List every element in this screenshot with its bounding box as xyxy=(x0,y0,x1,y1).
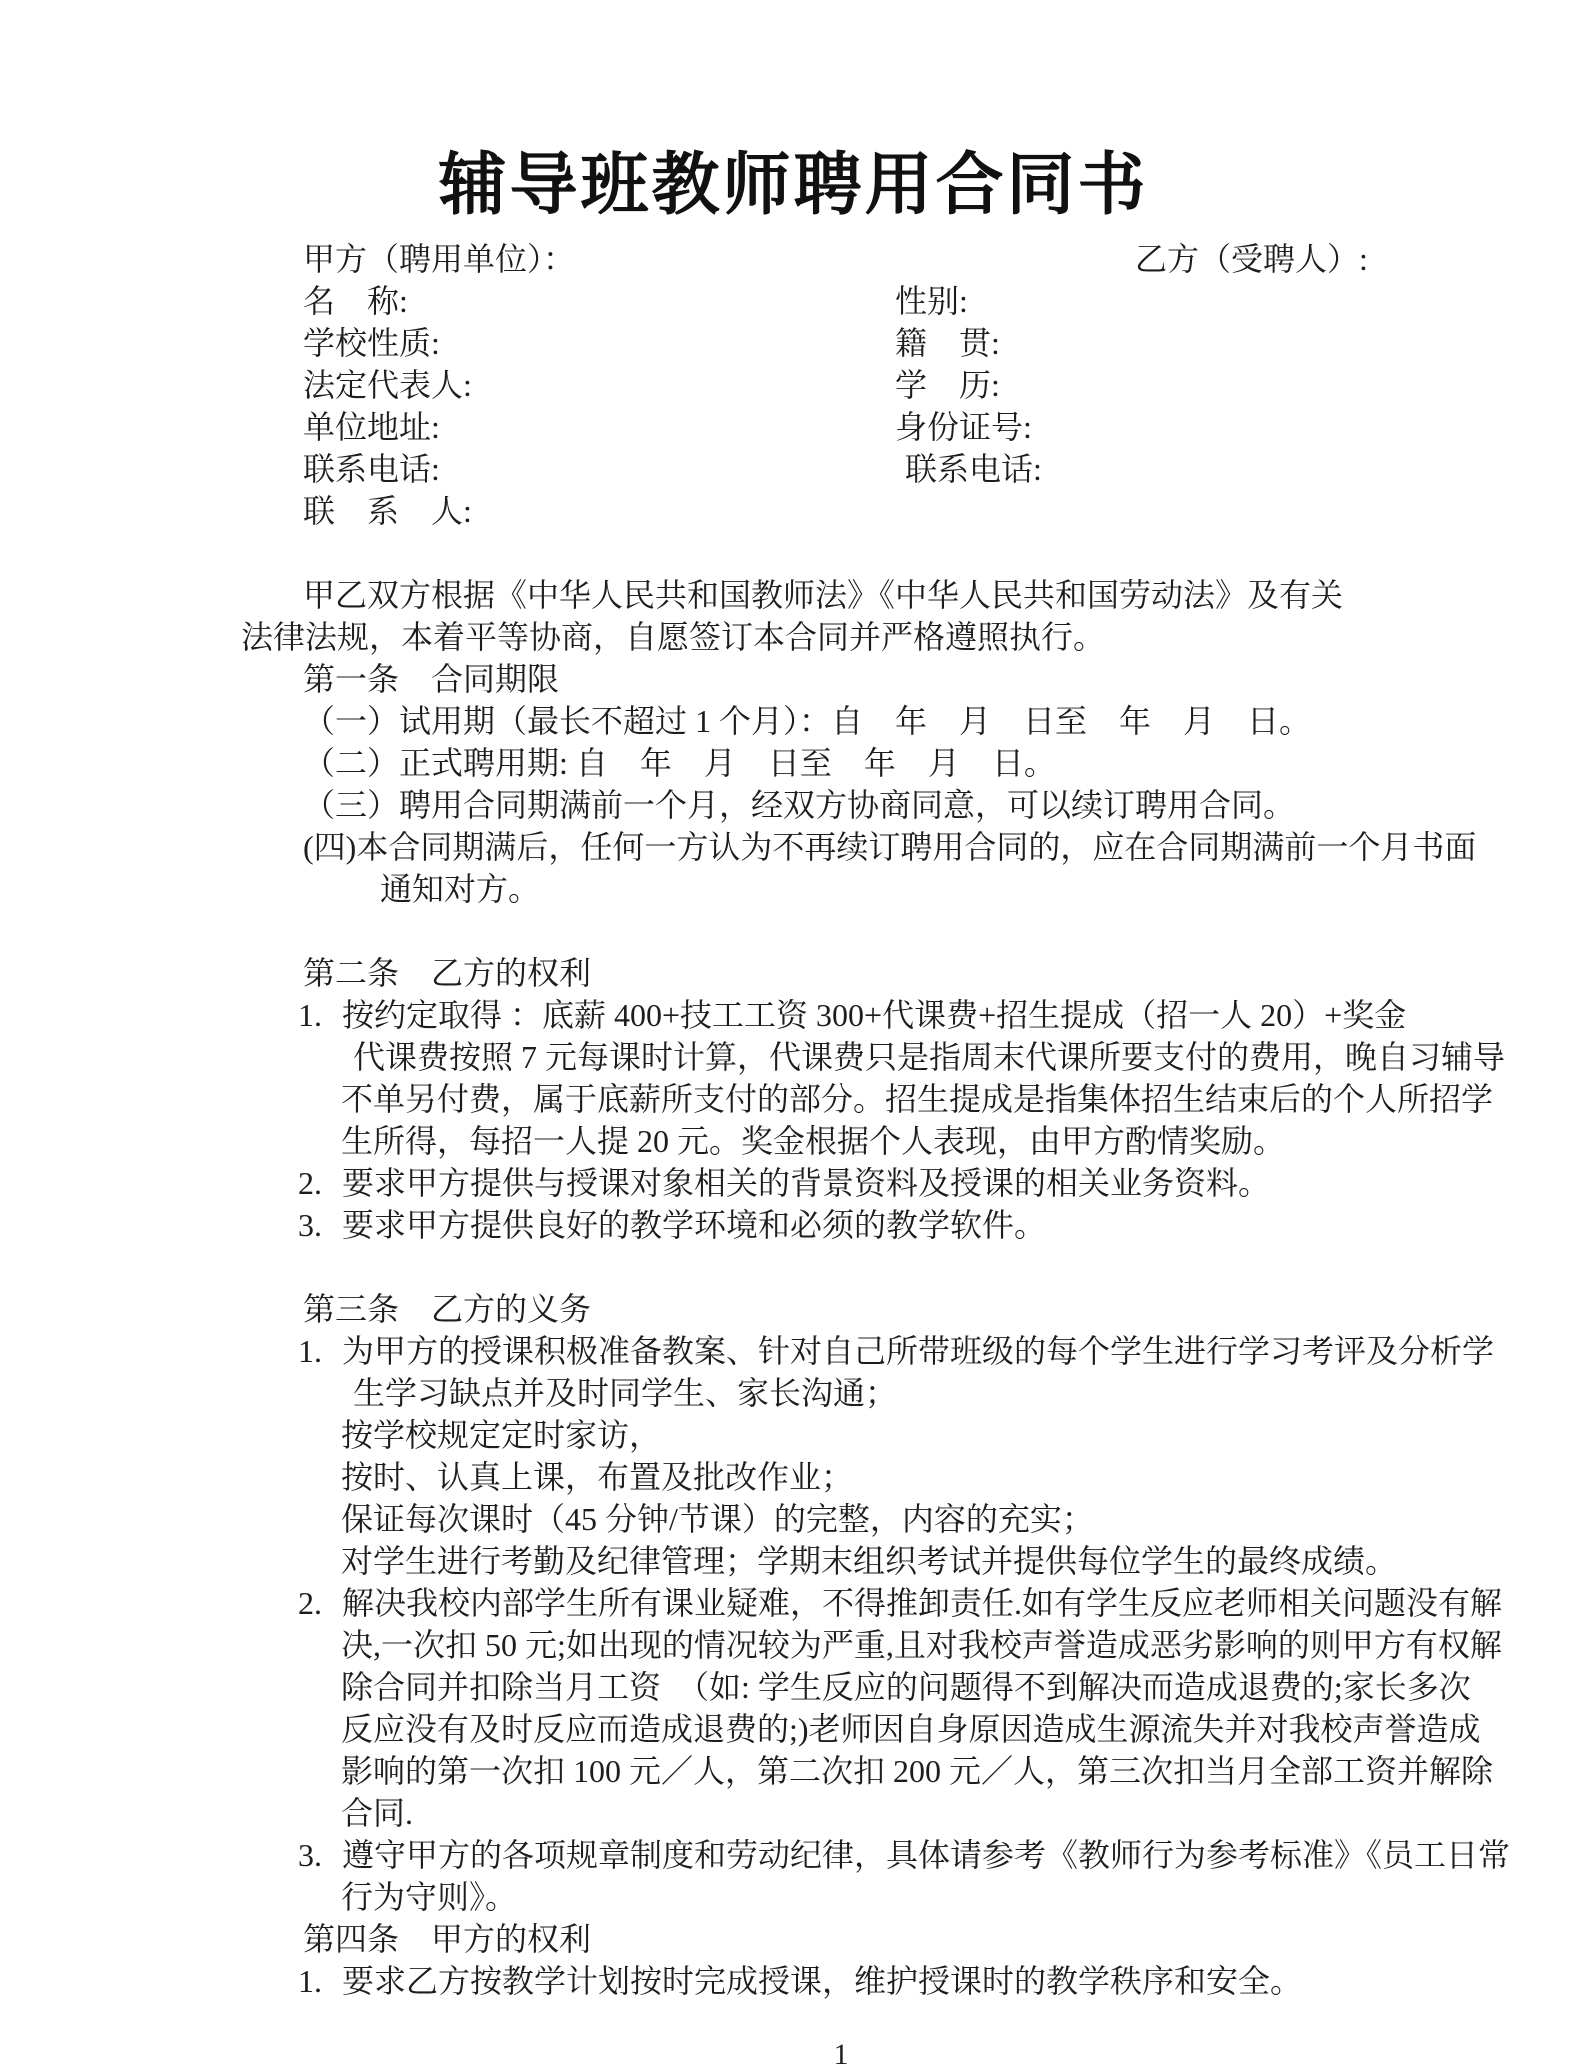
item-number: 1. xyxy=(298,1333,322,1369)
field-row-schooltype-birthplace xyxy=(241,322,1441,364)
clause2-item-1 xyxy=(241,994,1441,1036)
field-label-education: 学 历: xyxy=(895,367,1000,403)
clause2-item-1-continuation: 代课费按照 7 元每课时计算，代课费只是指周末代课所要支付的费用，晚自习辅导 xyxy=(353,1039,1506,1075)
field-label-gender: 性别: xyxy=(895,283,968,319)
clause2-heading: 第二条 乙方的权利 xyxy=(303,955,592,991)
clause1-item: （二）正式聘用期: 自 年 月 日至 年 月 日。 xyxy=(303,745,1056,781)
clause3-heading: 第三条 乙方的义务 xyxy=(303,1291,592,1327)
clause3-item-2-continuation: 决,一次扣 50 元;如出现的情况较为严重,且对我校声誉造成恶劣影响的则甲方有权解 xyxy=(341,1627,1502,1663)
field-label-address: 单位地址: xyxy=(303,409,440,445)
party-b-label: 乙方（受聘人）: xyxy=(1135,241,1368,277)
field-label-phone-a: 联系电话: xyxy=(303,451,440,487)
item-text: 为甲方的授课积极准备教案、针对自己所带班级的每个学生进行学习考评及分析学 xyxy=(342,1333,1495,1369)
clause4-item-1 xyxy=(241,1960,1441,2002)
item-number: 3. xyxy=(298,1207,322,1243)
clause3-item-1-continuation: 按时、认真上课，布置及批改作业； xyxy=(341,1459,854,1495)
clause3-item-2-continuation: 除合同并扣除当月工资 （如: 学生反应的问题得不到解决而造成退费的;家长多次 xyxy=(341,1669,1471,1705)
contract-body xyxy=(0,238,1511,2068)
item-text: 要求甲方提供与授课对象相关的背景资料及授课的相关业务资料。 xyxy=(342,1165,1271,1201)
item-number: 1. xyxy=(298,1963,322,1999)
clause3-item-3-continuation: 行为守则》。 xyxy=(341,1879,518,1915)
clause2-item-1-continuation: 生所得，每招一人提 20 元。奖金根据个人表现，由甲方酌情奖励。 xyxy=(341,1123,1286,1159)
item-number: 2. xyxy=(298,1585,322,1621)
preamble-line: 甲乙双方根据《中华人民共和国教师法》《中华人民共和国劳动法》及有关 xyxy=(303,577,1344,613)
field-label-name: 名 称: xyxy=(303,283,408,319)
clause3-item-3 xyxy=(241,1834,1511,1876)
party-a-label: 甲方（聘用单位）： xyxy=(303,241,576,277)
clause3-item-2-continuation: 合同. xyxy=(341,1795,414,1831)
clause1-item-continuation: 通知对方。 xyxy=(380,871,541,907)
clause1-heading: 第一条 合同期限 xyxy=(303,661,560,697)
field-row-address-idnumber xyxy=(241,406,1441,448)
clause3-item-1-continuation: 保证每次课时（45 分钟/节课）的完整，内容的充实； xyxy=(341,1501,1094,1537)
preamble-line: 法律法规，本着平等协商，自愿签订本合同并严格遵照执行。 xyxy=(241,619,1106,655)
item-number: 1. xyxy=(298,997,322,1033)
clause3-item-1 xyxy=(241,1330,1495,1372)
clause3-item-1-continuation: 按学校规定定时家访， xyxy=(341,1417,662,1453)
clause3-item-1-continuation: 对学生进行考勤及纪律管理；学期末组织考试并提供每位学生的最终成绩。 xyxy=(341,1543,1398,1579)
field-row-contact-person xyxy=(241,490,1441,532)
clause3-item-2-continuation: 反应没有及时反应而造成退费的;)老师因自身原因造成生源流失并对我校声誉造成 xyxy=(341,1711,1481,1747)
clause4-heading: 第四条 甲方的权利 xyxy=(303,1921,592,1957)
item-number: 2. xyxy=(298,1165,322,1201)
clause3-item-1-continuation: 生学习缺点并及时同学生、家长沟通； xyxy=(353,1375,898,1411)
field-label-id-number: 身份证号: xyxy=(895,409,1032,445)
clause3-item-2-continuation: 影响的第一次扣 100 元／人，第二次扣 200 元／人，第三次扣当月全部工资并解除 xyxy=(341,1753,1494,1789)
field-label-birthplace: 籍 贯: xyxy=(895,325,1000,361)
field-row-name-gender xyxy=(241,280,1441,322)
party-row xyxy=(241,238,1441,280)
item-text: 要求甲方提供良好的教学环境和必须的教学软件。 xyxy=(342,1207,1047,1243)
field-label-legal-representative: 法定代表人: xyxy=(303,367,472,403)
field-label-phone-b: 联系电话: xyxy=(905,451,1042,487)
item-text: 遵守甲方的各项规章制度和劳动纪律，具体请参考《教师行为参考标准》《员工日常 xyxy=(342,1837,1511,1873)
field-label-contact-person: 联 系 人: xyxy=(303,493,472,529)
contract-title: 辅导班教师聘用合同书 xyxy=(438,147,1149,223)
page-number: 1 xyxy=(833,2038,849,2068)
field-label-school-type: 学校性质: xyxy=(303,325,440,361)
clause3-item-2 xyxy=(241,1582,1503,1624)
item-number: 3. xyxy=(298,1837,322,1873)
item-text: 要求乙方按教学计划按时完成授课，维护授课时的教学秩序和安全。 xyxy=(342,1963,1303,1999)
clause2-item-1-continuation: 不单另付费，属于底薪所支付的部分。招生提成是指集体招生结束后的个人所招学 xyxy=(341,1081,1494,1117)
clause1-item: (四)本合同期满后，任何一方认为不再续订聘用合同的，应在合同期满前一个月书面 xyxy=(303,829,1477,865)
clause1-item: （三）聘用合同期满前一个月，经双方协商同意，可以续订聘用合同。 xyxy=(303,787,1296,823)
field-row-phone-phone xyxy=(241,448,1441,490)
clause2-item-2 xyxy=(241,1162,1441,1204)
clause2-item-3 xyxy=(241,1204,1441,1246)
clause1-item: （一）试用期（最长不超过 1 个月）：自 年 月 日至 年 月 日。 xyxy=(303,703,1312,739)
item-text: 按约定取得 ：底薪 400+技工工资 300+代课费+招生提成（招一人 20）+奖金 xyxy=(342,997,1407,1033)
field-row-legalrep-education xyxy=(241,364,1441,406)
item-text: 解决我校内部学生所有课业疑难，不得推卸责任.如有学生反应老师相关问题没有解 xyxy=(342,1585,1503,1621)
